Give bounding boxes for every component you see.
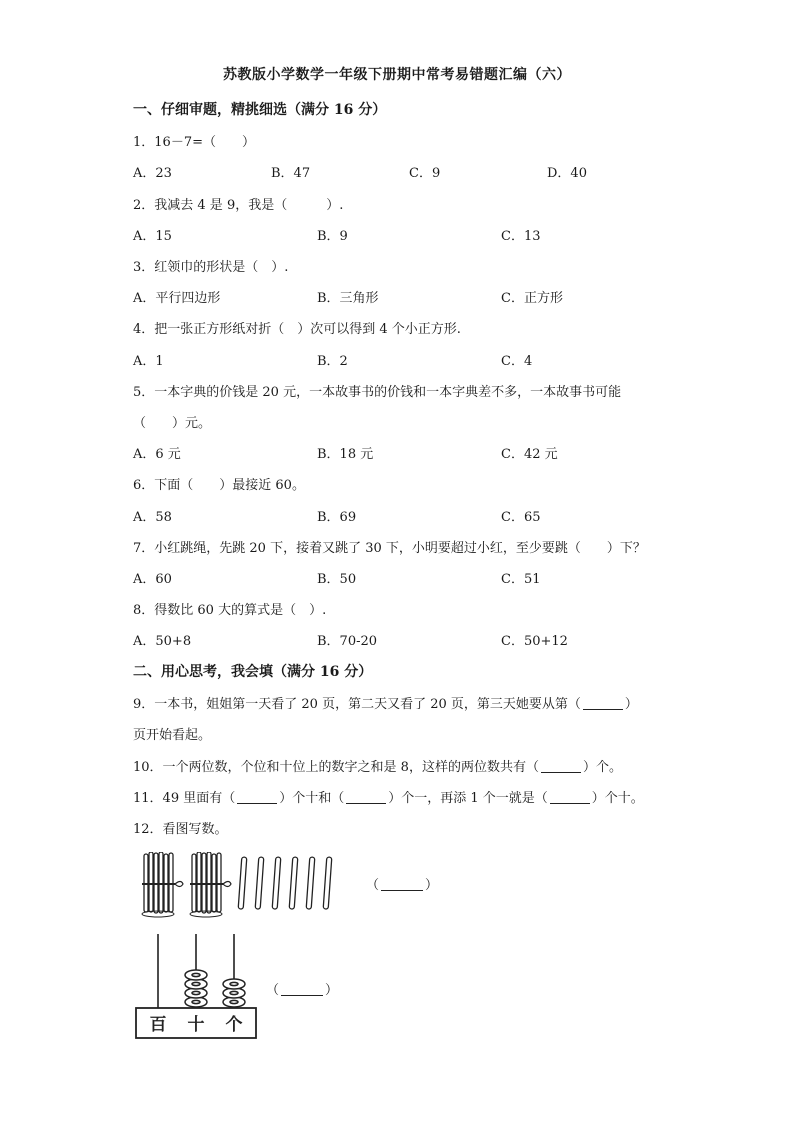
question-11-text-d: ）个十。 bbox=[591, 791, 644, 806]
section-2-heading: 二、用心思考，我会填（满分 16 分） bbox=[133, 664, 373, 680]
stick-bundle-icon bbox=[142, 852, 183, 917]
q7-option-a[interactable]: A．60 bbox=[133, 572, 172, 587]
question-9-close: ） bbox=[624, 697, 638, 712]
q2-option-c[interactable]: C．13 bbox=[501, 229, 541, 244]
q2-option-a[interactable]: A．15 bbox=[133, 229, 172, 244]
q11-blank-3[interactable] bbox=[550, 791, 590, 804]
question-3: 3．红领巾的形状是（ ）. bbox=[133, 260, 289, 275]
question-10-text: 10．一个两位数，个位和十位上的数字之和是 8，这样的两位数共有（ bbox=[133, 760, 539, 775]
question-12: 12．看图写数。 bbox=[133, 822, 228, 837]
question-1: 1．16－7=（ ） bbox=[133, 135, 255, 150]
stick-bundle-icon bbox=[190, 852, 231, 917]
question-5: 5．一本字典的价钱是 20 元，一本故事书的价钱和一本字典差不多，一本故事书可能 bbox=[133, 385, 622, 400]
question-9 bbox=[133, 693, 638, 712]
abacus-answer-blank[interactable]: （ ） bbox=[266, 983, 339, 998]
abacus-label-tens: 十 bbox=[187, 1015, 205, 1035]
abacus-label-hundreds: 百 bbox=[149, 1015, 167, 1035]
question-9-continued: 页开始看起。 bbox=[133, 728, 212, 743]
question-6: 6．下面（ ）最接近 60。 bbox=[133, 478, 305, 493]
question-2: 2．我减去 4 是 9，我是（ ）. bbox=[133, 198, 344, 213]
section-1-heading: 一、仔细审题，精挑细选（满分 16 分） bbox=[133, 102, 387, 118]
abacus-label-ones: 个 bbox=[225, 1015, 243, 1035]
single-stick-icon bbox=[255, 857, 264, 909]
question-9-text: 9．一本书，姐姐第一天看了 20 页，第二天又看了 20 页，第三天她要从第（ bbox=[133, 697, 581, 712]
q4-option-c[interactable]: C．4 bbox=[501, 354, 533, 369]
single-stick-icons bbox=[238, 857, 332, 909]
q5-option-b[interactable]: B．18 元 bbox=[317, 447, 374, 462]
single-stick-icon bbox=[272, 857, 281, 909]
q4-option-b[interactable]: B．2 bbox=[317, 354, 348, 369]
single-stick-icon bbox=[306, 857, 315, 909]
question-5-continued: （ ）元。 bbox=[133, 416, 212, 431]
sticks-answer-blank[interactable]: （ ） bbox=[366, 878, 439, 893]
single-stick-icon bbox=[323, 857, 332, 909]
q4-option-a[interactable]: A．1 bbox=[133, 354, 164, 369]
q7-option-b[interactable]: B．50 bbox=[317, 572, 357, 587]
q1-option-b[interactable]: B．47 bbox=[271, 166, 311, 181]
q10-blank[interactable] bbox=[541, 760, 581, 773]
question-11-text-b: ）个十和（ bbox=[279, 791, 345, 806]
abacus-illustration bbox=[130, 932, 260, 1042]
stick-bundle-figure bbox=[140, 852, 360, 922]
q9-blank[interactable] bbox=[583, 697, 623, 710]
abacus-beads-tens bbox=[185, 970, 207, 1007]
q5-option-c[interactable]: C．42 元 bbox=[501, 447, 558, 462]
q1-option-c[interactable]: C．9 bbox=[409, 166, 441, 181]
q6-option-b[interactable]: B．69 bbox=[317, 510, 357, 525]
q5-option-a[interactable]: A．6 元 bbox=[133, 447, 181, 462]
question-8: 8．得数比 60 大的算式是（ ）. bbox=[133, 603, 327, 618]
q6-option-a[interactable]: A．58 bbox=[133, 510, 172, 525]
q1-option-d[interactable]: D．40 bbox=[547, 166, 587, 181]
single-stick-icon bbox=[238, 857, 247, 909]
q8-option-b[interactable]: B．70-20 bbox=[317, 634, 378, 649]
question-11 bbox=[133, 787, 644, 806]
q2-option-b[interactable]: B．9 bbox=[317, 229, 348, 244]
question-11-text-c: ）个一，再添 1 个一就是（ bbox=[388, 791, 548, 806]
question-4: 4．把一张正方形纸对折（ ）次可以得到 4 个小正方形. bbox=[133, 322, 461, 337]
q7-option-c[interactable]: C．51 bbox=[501, 572, 541, 587]
sticks-illustration bbox=[140, 852, 360, 918]
q8-option-a[interactable]: A．50+8 bbox=[133, 634, 192, 649]
q6-option-c[interactable]: C．65 bbox=[501, 510, 541, 525]
q11-blank-1[interactable] bbox=[237, 791, 277, 804]
q1-option-a[interactable]: A．23 bbox=[133, 166, 172, 181]
question-7: 7．小红跳绳，先跳 20 下，接着又跳了 30 下，小明要超过小红，至少要跳（ ）下？ bbox=[133, 541, 646, 556]
question-11-text-a: 11．49 里面有（ bbox=[133, 791, 236, 806]
single-stick-icon bbox=[289, 857, 298, 909]
q11-blank-2[interactable] bbox=[346, 791, 386, 804]
question-10 bbox=[133, 756, 622, 775]
q3-option-a[interactable]: A．平行四边形 bbox=[133, 291, 221, 306]
q8-option-c[interactable]: C．50+12 bbox=[501, 634, 568, 649]
abacus-figure bbox=[130, 932, 260, 1046]
q3-option-c[interactable]: C．正方形 bbox=[501, 291, 563, 306]
page-title: 苏教版小学数学一年级下册期中常考易错题汇编（六） bbox=[223, 67, 571, 83]
question-10-close: ）个。 bbox=[582, 760, 622, 775]
abacus-beads-ones bbox=[223, 979, 245, 1007]
q3-option-b[interactable]: B．三角形 bbox=[317, 291, 379, 306]
